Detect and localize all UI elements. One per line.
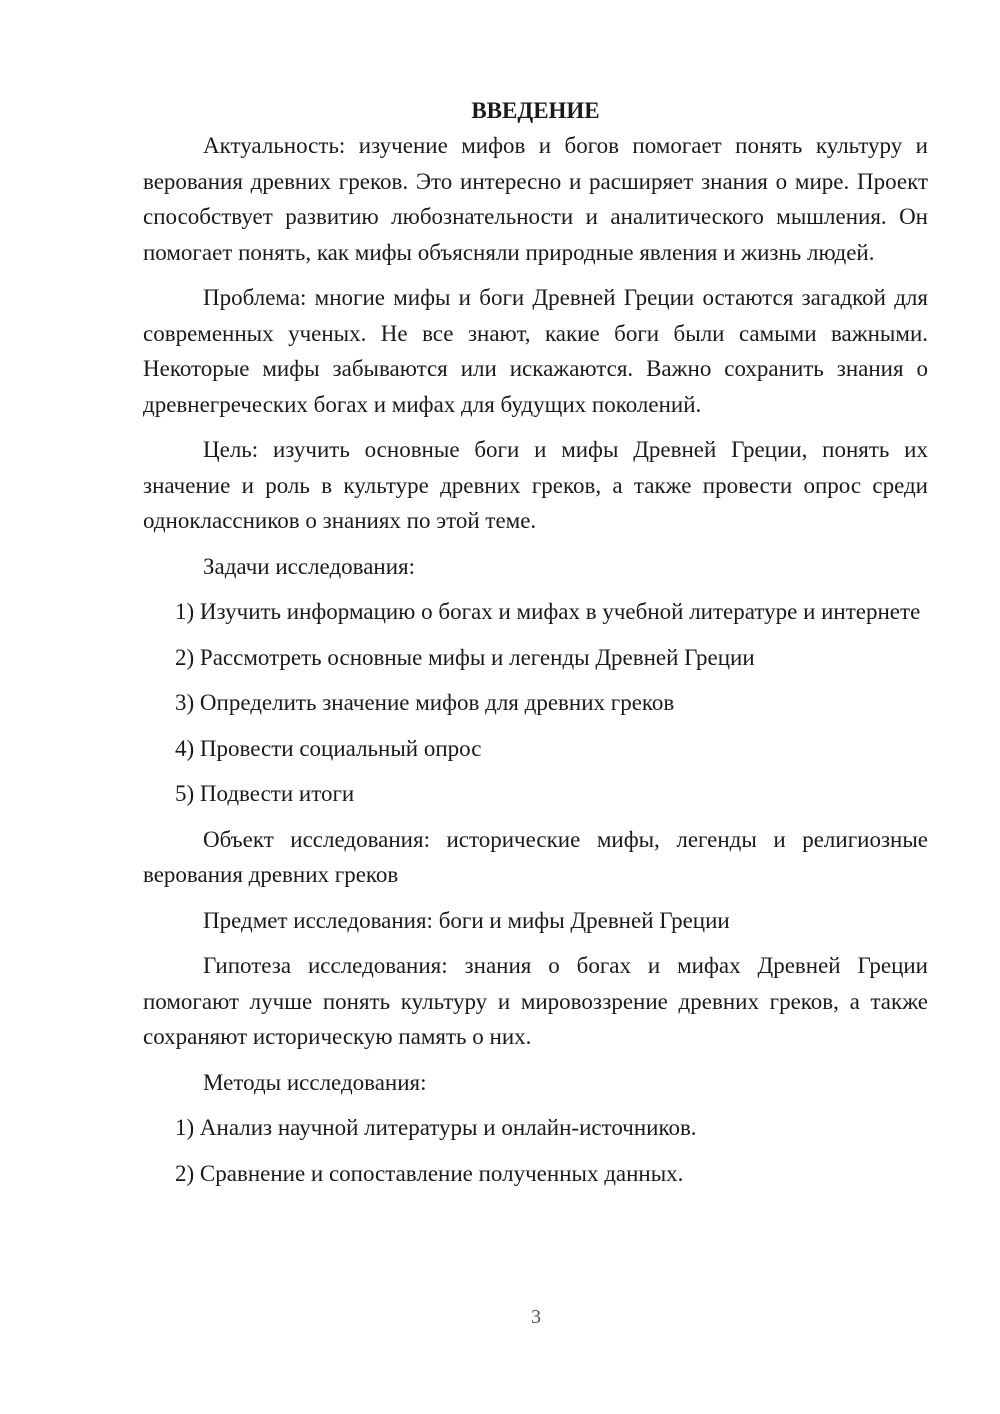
page-number: 3 <box>531 1306 541 1328</box>
paragraph-problem: Проблема: многие мифы и боги Древней Греции остаются загадкой для современных ученых. Не все знают, какие боги были самыми важными. Некоторые мифы забываются или искажаются. Важно сохранить знания о древнегреческих богах и мифах для будущих поколений. <box>143 285 928 417</box>
task-item-4: 4) Провести социальный опрос <box>175 735 482 761</box>
method-item-2: 2) Сравнение и сопоставление полученных данных. <box>175 1160 684 1186</box>
methods-heading: Методы исследования: <box>203 1069 427 1095</box>
paragraph-hypothesis: Гипотеза исследования: знания о богах и мифах Древней Греции помогают лучше понять культуру и мировоззрение древних греков, а также сохраняют историческую память о них. <box>143 953 928 1049</box>
paragraph-goal: Цель: изучить основные боги и мифы Древней Греции, понять их значение и роль в культуре древних греков, а также провести опрос среди одноклассников о знаниях по этой теме. <box>143 437 928 533</box>
paragraph-subject: Предмет исследования: боги и мифы Древней Греции <box>203 907 730 933</box>
method-item-1: 1) Анализ научной литературы и онлайн-источников. <box>175 1115 697 1140</box>
paragraph-object: Объект исследования: исторические мифы, легенды и религиозные верования древних греков <box>143 826 928 887</box>
tasks-heading: Задачи исследования: <box>203 553 416 579</box>
page-title: ВВЕДЕНИЕ <box>471 98 600 123</box>
paragraph-relevance: Актуальность: изучение мифов и богов помогает понять культуру и верования древних греков. Это интересно и расширяет знания о мире. Проект способствует развитию любознательности и аналитического мышления. Он помогает понять, как мифы объясняли природные явления и жизнь людей. <box>143 133 928 265</box>
task-item-1: 1) Изучить информацию о богах и мифах в учебной литературе и интернете <box>175 599 921 624</box>
task-item-3: 3) Определить значение мифов для древних греков <box>175 690 675 715</box>
document-body <box>143 93 928 1201</box>
task-item-2: 2) Рассмотреть основные мифы и легенды Древней Греции <box>175 644 755 670</box>
task-item-5: 5) Подвести итоги <box>175 781 355 806</box>
